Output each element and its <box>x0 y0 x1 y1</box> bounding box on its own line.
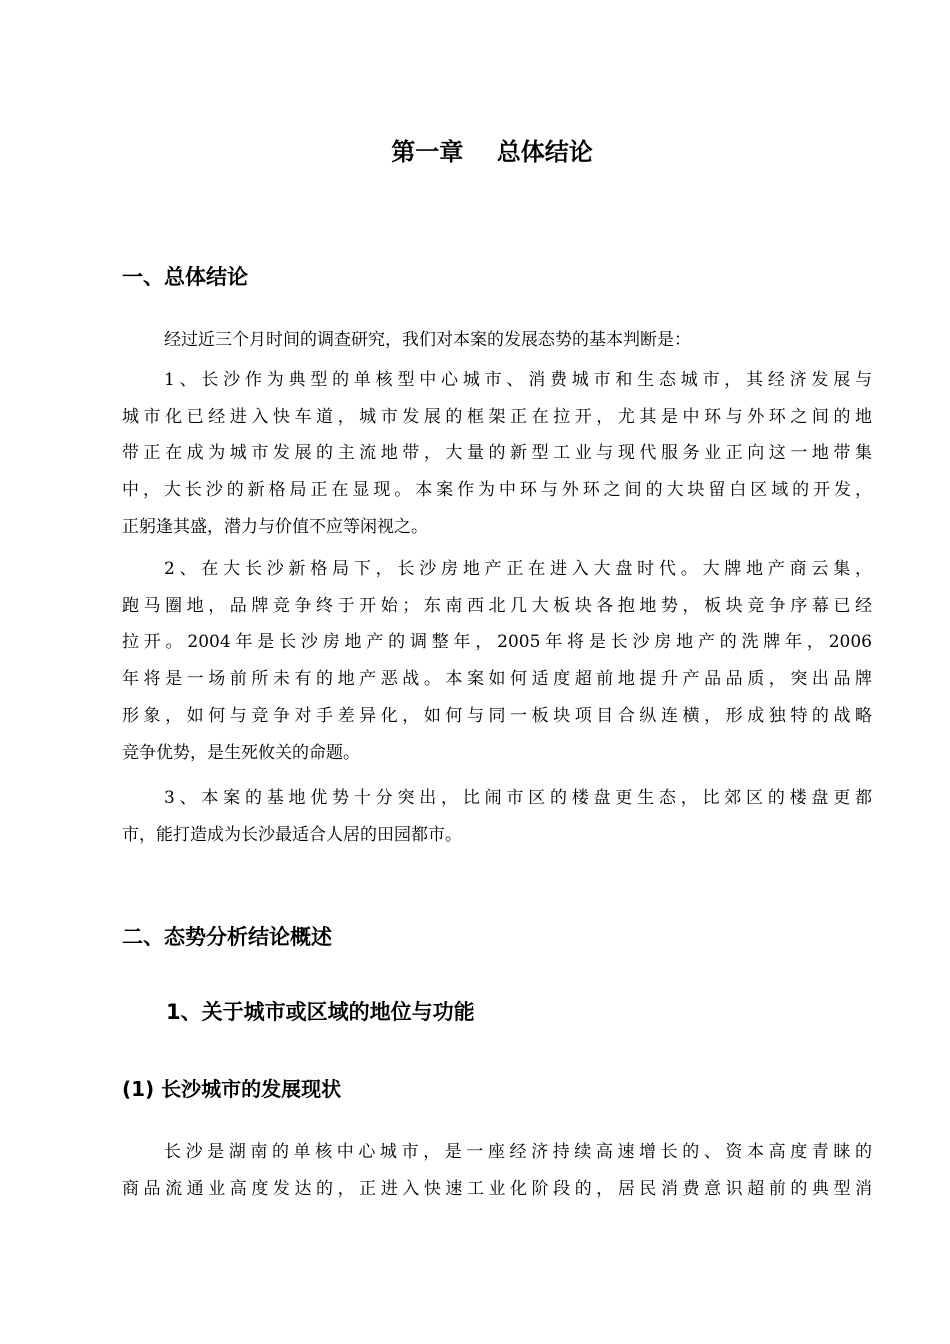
subsubsection-heading-city-status: (1) 长沙城市的发展现状 <box>122 1077 342 1101</box>
subsection-heading-city-role: 1、关于城市或区域的地位与功能 <box>166 1000 475 1024</box>
text-line: 拉开。2004年是长沙房地产的调整年，2005年将是长沙房地产的洗牌年，2006 <box>122 632 872 653</box>
text-line: 长沙是湖南的单核中心城市，是一座经济持续高速增长的、资本高度青睐的 <box>164 1142 872 1162</box>
text-line: 1、长沙作为典型的单核型中心城市、消费城市和生态城市，其经济发展与 <box>164 370 872 390</box>
text-line: 经过近三个月时间的调查研究，我们对本案的发展态势的基本判断是： <box>164 330 691 350</box>
text-line: 跑马圈地，品牌竞争终于开始；东南西北几大板块各抱地势，板块竞争序幕已经 <box>122 595 872 616</box>
text-line: 正躬逢其盛，潜力与价值不应等闲视之。 <box>122 516 428 537</box>
text-line: 商品流通业高度发达的，正进入快速工业化阶段的，居民消费意识超前的典型消 <box>122 1178 872 1199</box>
intro-paragraph <box>122 322 872 359</box>
text-line: 中，大长沙的新格局正在显现。本案作为中环与外环之间的大块留白区域的开发， <box>122 480 872 501</box>
text-line: 形象，如何与竞争对手差异化，如何与同一板块项目合纵连横，形成独特的战略 <box>122 705 872 726</box>
conclusion-point-2 <box>122 551 872 771</box>
city-status-paragraph <box>122 1134 872 1207</box>
section-heading-overall-conclusion: 一、总体结论 <box>122 265 248 289</box>
chapter-title: 第一章 总体结论 <box>391 138 593 166</box>
text-line: 2、在大长沙新格局下，长沙房地产正在进入大盘时代。大牌地产商云集， <box>164 559 872 579</box>
text-line: 年将是一场前所未有的地产恶战。本案如何适度超前地提升产品品质，突出品牌 <box>122 669 872 690</box>
text-line: 带正在成为城市发展的主流地带，大量的新型工业与现代服务业正向这一地带集 <box>122 443 872 464</box>
section-heading-situation-analysis: 二、态势分析结论概述 <box>122 925 332 949</box>
conclusion-point-3 <box>122 780 872 853</box>
text-line: 城市化已经进入快车道，城市发展的框架正在拉开，尤其是中环与外环之间的地 <box>122 406 872 427</box>
text-line: 3、本案的基地优势十分突出，比闹市区的楼盘更生态，比郊区的楼盘更都 <box>164 788 872 808</box>
conclusion-point-1 <box>122 362 872 546</box>
text-line: 市，能打造成为长沙最适合人居的田园都市。 <box>122 824 462 845</box>
text-line: 竞争优势，是生死攸关的命题。 <box>122 742 360 763</box>
